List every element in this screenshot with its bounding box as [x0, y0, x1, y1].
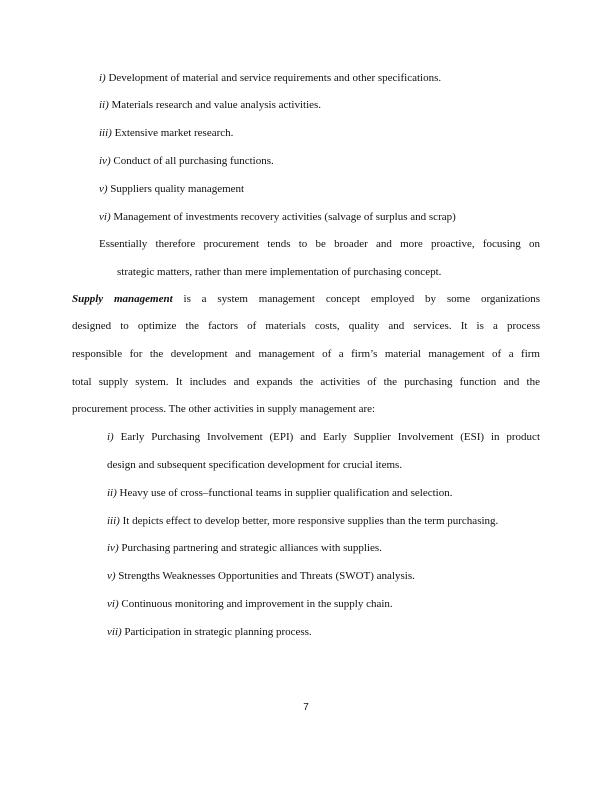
item-number: vi) — [107, 598, 119, 610]
paragraph-line: responsible for the development and management of a firm’s material management of a firm — [72, 348, 540, 360]
page-number: 7 — [303, 702, 309, 713]
item-text: Management of investments recovery activities (salvage of surplus and scrap) — [110, 211, 456, 223]
item-text: Extensive market research. — [111, 127, 234, 139]
list-item — [99, 210, 456, 224]
item-text: Materials research and value analysis activities. — [108, 99, 322, 111]
item-number: ii) — [99, 99, 109, 111]
item-text: Development of material and service requirements and other specifications. — [105, 72, 442, 84]
list-item — [99, 182, 244, 196]
item-text: Participation in strategic planning process. — [121, 626, 312, 638]
list-item — [107, 569, 415, 583]
item-text: Purchasing partnering and strategic alliances with supplies. — [118, 542, 382, 554]
item-number: iii) — [107, 515, 120, 527]
item-text: Early Purchasing Involvement (EPI) and Early Supplier Involvement (ESI) in product — [113, 431, 540, 443]
item-text: Strengths Weaknesses Opportunities and Threats (SWOT) analysis. — [115, 570, 415, 582]
list-item — [107, 514, 498, 528]
item-number: vi) — [99, 211, 111, 223]
item-text: Conduct of all purchasing functions. — [110, 155, 274, 167]
defined-term: Supply management — [72, 293, 173, 305]
item-number: iii) — [99, 127, 112, 139]
item-number: iv) — [107, 542, 119, 554]
item-text: It depicts effect to develop better, more responsive supplies than the term purchasing. — [119, 515, 499, 527]
paragraph-line: procurement process. The other activities in supply management are: — [72, 403, 376, 415]
item-number: ii) — [107, 487, 117, 499]
paragraph-line: designed to optimize the factors of materials costs, quality and services. It is a process — [72, 320, 540, 332]
item-number: i) — [99, 72, 106, 84]
item-text: Suppliers quality management — [107, 183, 245, 195]
list-item — [107, 430, 540, 444]
list-item — [107, 597, 393, 611]
item-number: v) — [99, 183, 108, 195]
list-item — [99, 71, 441, 85]
item-number: v) — [107, 570, 116, 582]
list-item — [99, 126, 233, 140]
list-item-continuation: design and subsequent specification development for crucial items. — [107, 459, 403, 471]
paragraph-line: total supply system. It includes and expands the activities of the purchasing function and the — [72, 376, 540, 388]
paragraph-line: strategic matters, rather than mere implementation of purchasing concept. — [117, 266, 442, 278]
list-item — [107, 541, 382, 555]
list-item — [99, 98, 321, 112]
item-text: Heavy use of cross–functional teams in supplier qualification and selection. — [116, 487, 453, 499]
paragraph-line — [72, 292, 540, 306]
list-item — [107, 625, 312, 639]
list-item — [107, 486, 453, 500]
item-number: iv) — [99, 155, 111, 167]
paragraph-line: Essentially therefore procurement tends to be broader and more proactive, focusing on — [99, 238, 540, 250]
item-text: Continuous monitoring and improvement in the supply chain. — [118, 598, 393, 610]
item-number: vii) — [107, 626, 122, 638]
item-number: i) — [107, 431, 114, 443]
line-text: is a system management concept employed by some organizations — [172, 293, 541, 305]
list-item — [99, 154, 274, 168]
